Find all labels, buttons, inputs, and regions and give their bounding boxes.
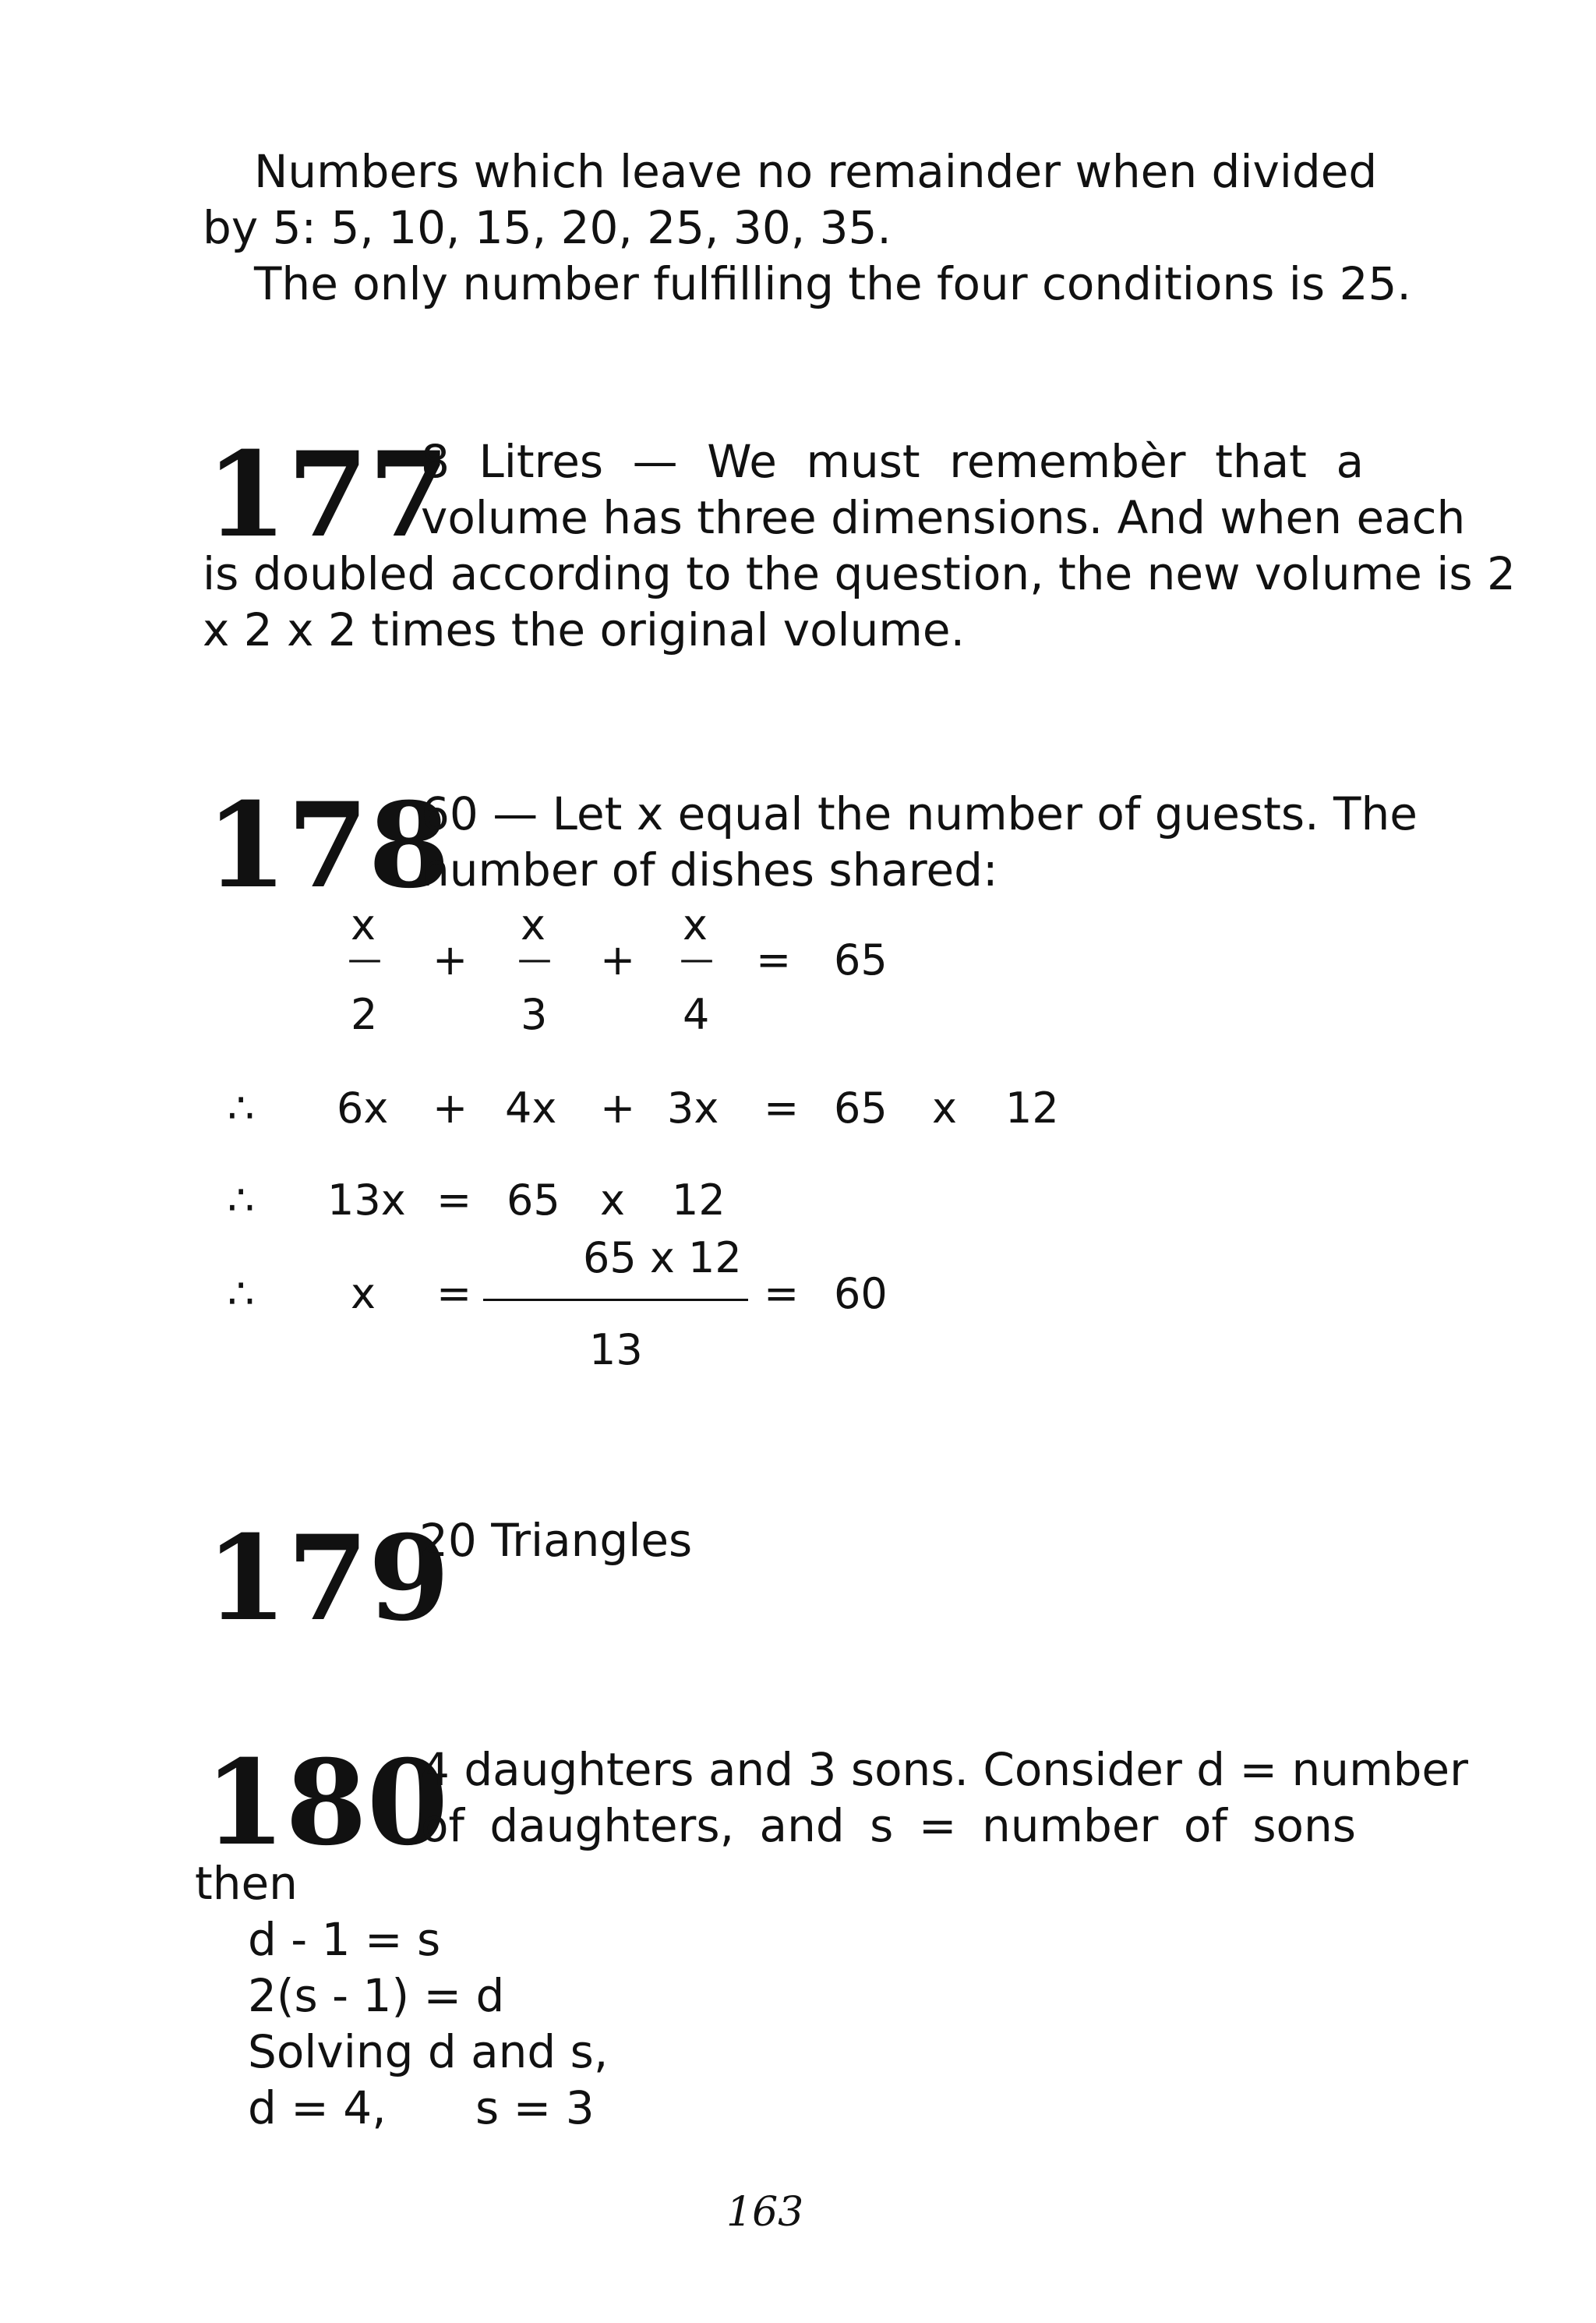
eq4-result: 60 — [834, 1269, 888, 1318]
times-sign: x — [600, 1176, 625, 1225]
intro-line-2: by 5: 5, 10, 15, 20, 25, 30, 35. — [203, 201, 892, 254]
plus-sign: + — [600, 1084, 636, 1133]
eq2-term-c: 3x — [667, 1084, 719, 1133]
plus-sign: + — [433, 1084, 468, 1133]
frac2-numerator: x — [521, 900, 546, 949]
times-sign: x — [932, 1084, 957, 1133]
therefore-symbol: ∴ — [228, 1269, 256, 1318]
plus-sign: + — [600, 935, 636, 985]
p180-eq-1: d - 1 = s — [248, 1913, 441, 1966]
p180-eq-2: 2(s - 1) = d — [248, 1969, 505, 2022]
eq4-denominator: 13 — [589, 1325, 643, 1374]
p180-eq-3: Solving d and s, — [248, 2025, 609, 2078]
intro-line-1: Numbers which leave no remainder when divided — [254, 145, 1378, 198]
p180-eq-4b: s = 3 — [475, 2081, 595, 2134]
eq2-term-a: 6x — [337, 1084, 389, 1133]
therefore-symbol: ∴ — [228, 1176, 256, 1225]
equals-sign: = — [764, 1084, 800, 1133]
therefore-symbol: ∴ — [228, 1084, 256, 1133]
eq4-lhs: x — [351, 1269, 376, 1318]
problem-number-178: 178 — [206, 777, 450, 914]
p177-line-2: volume has three dimensions. And when each — [421, 491, 1466, 544]
equals-sign: = — [436, 1269, 472, 1318]
frac2-bar: — — [517, 939, 552, 979]
eq1-rhs: 65 — [834, 935, 888, 985]
intro-line-3: The only number fulfilling the four conditions is 25. — [254, 257, 1411, 310]
problem-number-177: 177 — [206, 426, 450, 564]
equals-sign: = — [436, 1176, 472, 1225]
eq2-term-e: 12 — [1005, 1084, 1059, 1133]
eq3-term-a: 13x — [327, 1176, 406, 1225]
p177-line-4: x 2 x 2 times the original volume. — [203, 603, 966, 656]
p177-line-3: is doubled according to the question, the new volume is 2 — [203, 547, 1516, 600]
p180-line-2: of daughters, and s = number of sons — [421, 1799, 1356, 1852]
frac1-numerator: x — [351, 900, 376, 949]
frac3-numerator: x — [683, 900, 708, 949]
p180-line-1: 4 daughters and 3 sons. Consider d = number — [421, 1743, 1468, 1796]
plus-sign: + — [433, 935, 468, 985]
frac3-bar: — — [680, 939, 714, 979]
p180-eq-4a: d = 4, — [248, 2081, 387, 2134]
equals-sign: = — [764, 1269, 800, 1318]
eq3-term-c: 12 — [672, 1176, 726, 1225]
equals-sign: = — [756, 935, 792, 985]
fraction-bar — [483, 1299, 748, 1301]
eq3-term-b: 65 — [507, 1176, 560, 1225]
eq2-term-b: 4x — [505, 1084, 557, 1133]
frac1-denominator: 2 — [351, 990, 378, 1039]
frac2-denominator: 3 — [521, 990, 548, 1039]
eq4-numerator: 65 x 12 — [583, 1233, 742, 1282]
p178-line-1: 60 — Let x equal the number of guests. The — [421, 787, 1418, 840]
frac3-denominator: 4 — [683, 990, 710, 1039]
frac1-bar: — — [348, 939, 382, 979]
p179-text: 20 Triangles — [419, 1514, 693, 1567]
page-number: 163 — [726, 2189, 804, 2236]
problem-number-180: 180 — [204, 1734, 449, 1872]
p177-line-1: 8 Litres — We must remembèr that a — [421, 435, 1364, 488]
problem-number-179: 179 — [206, 1510, 450, 1647]
p180-line-3: then — [195, 1857, 298, 1910]
p178-line-2: number of dishes shared: — [421, 843, 998, 896]
eq2-term-d: 65 — [834, 1084, 888, 1133]
